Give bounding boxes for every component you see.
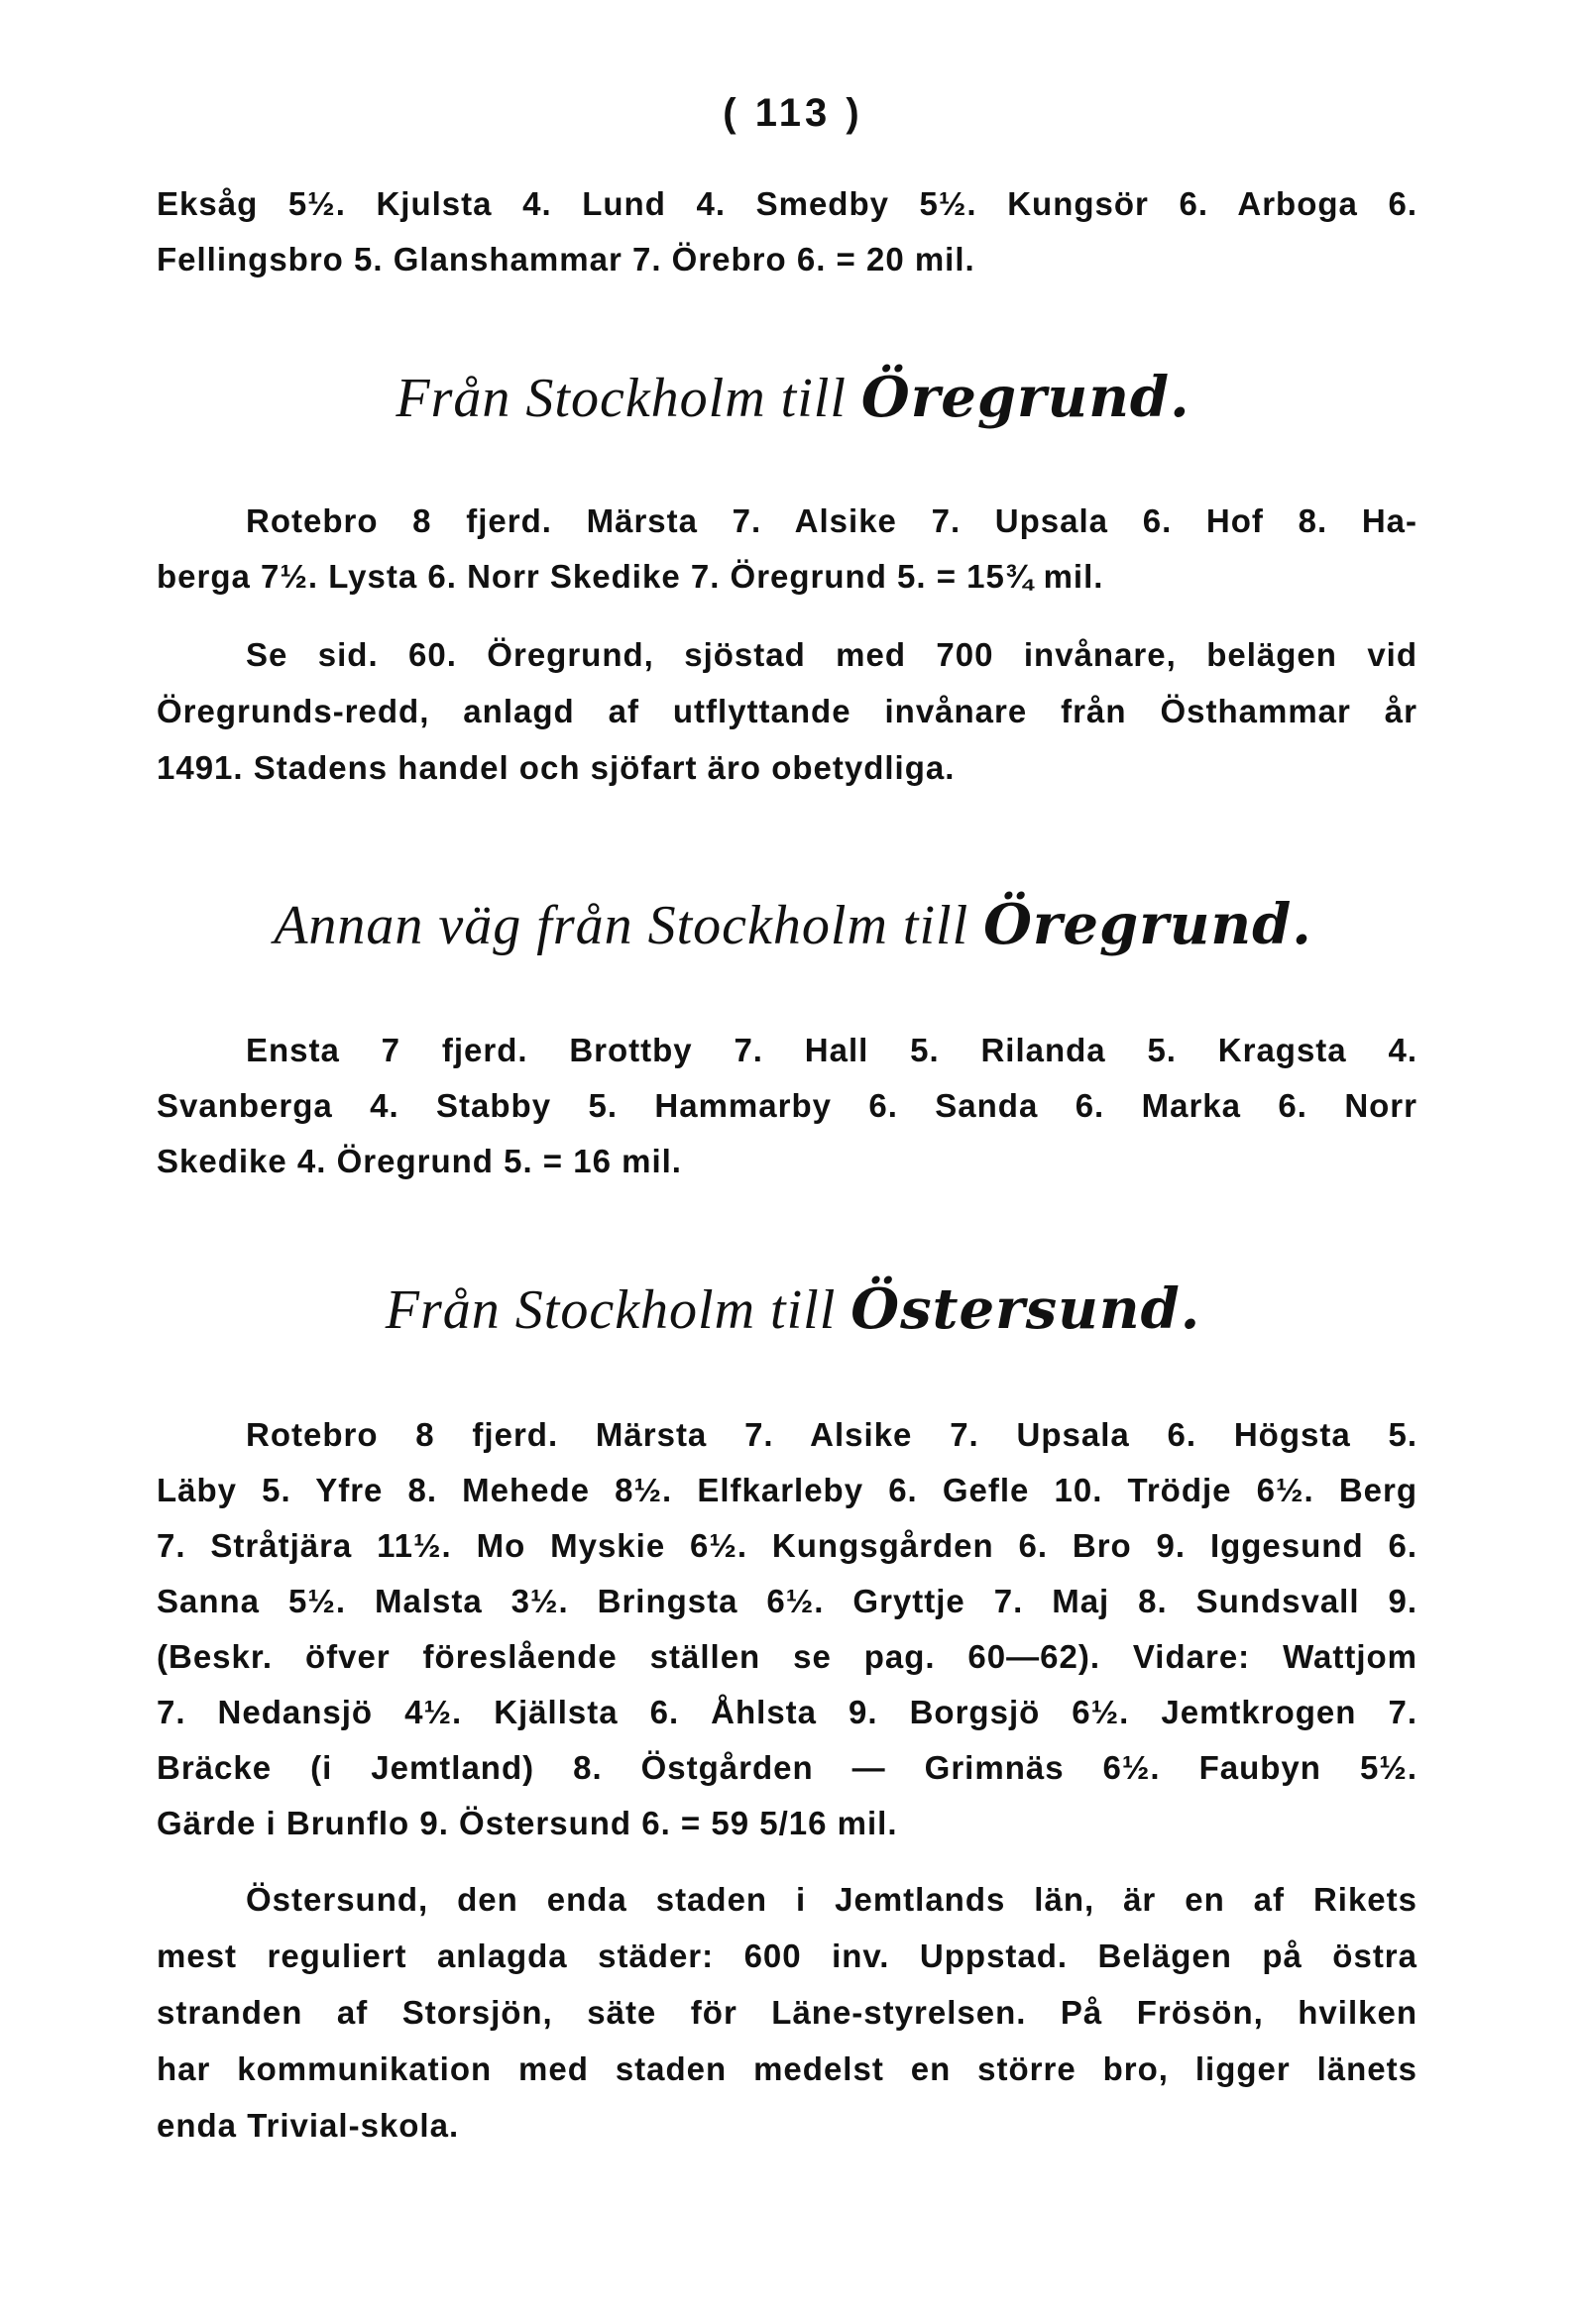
note-oregrund bbox=[157, 626, 1417, 796]
note-line: 1491. Stadens handel och sjöfart äro obetydliga. bbox=[157, 749, 956, 786]
heading-destination: Öregrund. bbox=[983, 892, 1312, 957]
note-line: stranden af Storsjön, säte för Läne-styrelsen. På Frösön, hvilken bbox=[157, 1994, 1417, 2031]
route-line: Rotebro 8 fjerd. Märsta 7. Alsike 7. Upsala 6. Högsta 5. bbox=[246, 1416, 1417, 1453]
intro-route bbox=[157, 176, 1417, 287]
route-line: 7. Nedansjö 4½. Kjällsta 6. Åhlsta 9. Borgsjö 6½. Jemtkrogen 7. bbox=[157, 1694, 1417, 1730]
route-line: (Beskr. öfver föreslående ställen se pag. 60—62). Vidare: Wattjom bbox=[157, 1638, 1417, 1675]
route-line: Rotebro 8 fjerd. Märsta 7. Alsike 7. Upsala 6. Hof 8. Ha- bbox=[246, 502, 1417, 539]
route-line: Gärde i Brunflo 9. Östersund 6. = 59 5/16 mil. bbox=[157, 1805, 898, 1841]
section-heading-ostersund bbox=[0, 1276, 1586, 1342]
note-ostersund bbox=[157, 1871, 1417, 2154]
route-line: Fellingsbro 5. Glanshammar 7. Örebro 6. = 20 mil. bbox=[157, 241, 975, 277]
route-annan-vag bbox=[157, 1023, 1417, 1189]
note-line: enda Trivial-skola. bbox=[157, 2107, 460, 2144]
note-line: Öregrunds-redd, anlagd af utflyttande invånare från Östhammar år bbox=[157, 693, 1417, 729]
heading-prefix: Från Stockholm till bbox=[396, 368, 847, 429]
route-line: Sanna 5½. Malsta 3½. Bringsta 6½. Gryttje 7. Maj 8. Sundsvall 9. bbox=[157, 1583, 1417, 1619]
route-line: Eksåg 5½. Kjulsta 4. Lund 4. Smedby 5½. Kungsör 6. Arboga 6. bbox=[157, 185, 1417, 222]
route-line: 7. Stråtjära 11½. Mo Myskie 6½. Kungsgården 6. Bro 9. Iggesund 6. bbox=[157, 1527, 1417, 1564]
route-oregrund bbox=[157, 494, 1417, 605]
route-line: berga 7½. Lysta 6. Norr Skedike 7. Öregrund 5. = 15¾ mil. bbox=[157, 558, 1104, 595]
heading-destination: Östersund. bbox=[850, 1276, 1201, 1342]
route-ostersund bbox=[157, 1407, 1417, 1851]
heading-prefix: Från Stockholm till bbox=[385, 1279, 837, 1341]
heading-prefix: Annan väg från Stockholm till bbox=[274, 895, 969, 956]
note-line: Se sid. 60. Öregrund, sjöstad med 700 invånare, belägen vid bbox=[246, 636, 1417, 673]
section-heading-oregrund bbox=[0, 365, 1586, 430]
note-line: har kommunikation med staden medelst en större bro, ligger länets bbox=[157, 2050, 1417, 2087]
note-line: Östersund, den enda staden i Jemtlands län, är en af Rikets bbox=[246, 1881, 1417, 1918]
section-heading-annan-vag bbox=[0, 892, 1586, 957]
route-line: Ensta 7 fjerd. Brottby 7. Hall 5. Rilanda 5. Kragsta 4. bbox=[246, 1032, 1417, 1068]
route-line: Skedike 4. Öregrund 5. = 16 mil. bbox=[157, 1143, 682, 1179]
route-line: Svanberga 4. Stabby 5. Hammarby 6. Sanda 6. Marka 6. Norr bbox=[157, 1087, 1417, 1124]
route-line: Läby 5. Yfre 8. Mehede 8½. Elfkarleby 6. Gefle 10. Trödje 6½. Berg bbox=[157, 1472, 1417, 1508]
heading-destination: Öregrund. bbox=[860, 365, 1190, 430]
page-number: ( 113 ) bbox=[723, 91, 863, 135]
note-line: mest reguliert anlagda städer: 600 inv. Uppstad. Belägen på östra bbox=[157, 1937, 1417, 1974]
route-line: Bräcke (i Jemtland) 8. Östgården — Grimnäs 6½. Faubyn 5½. bbox=[157, 1749, 1417, 1786]
